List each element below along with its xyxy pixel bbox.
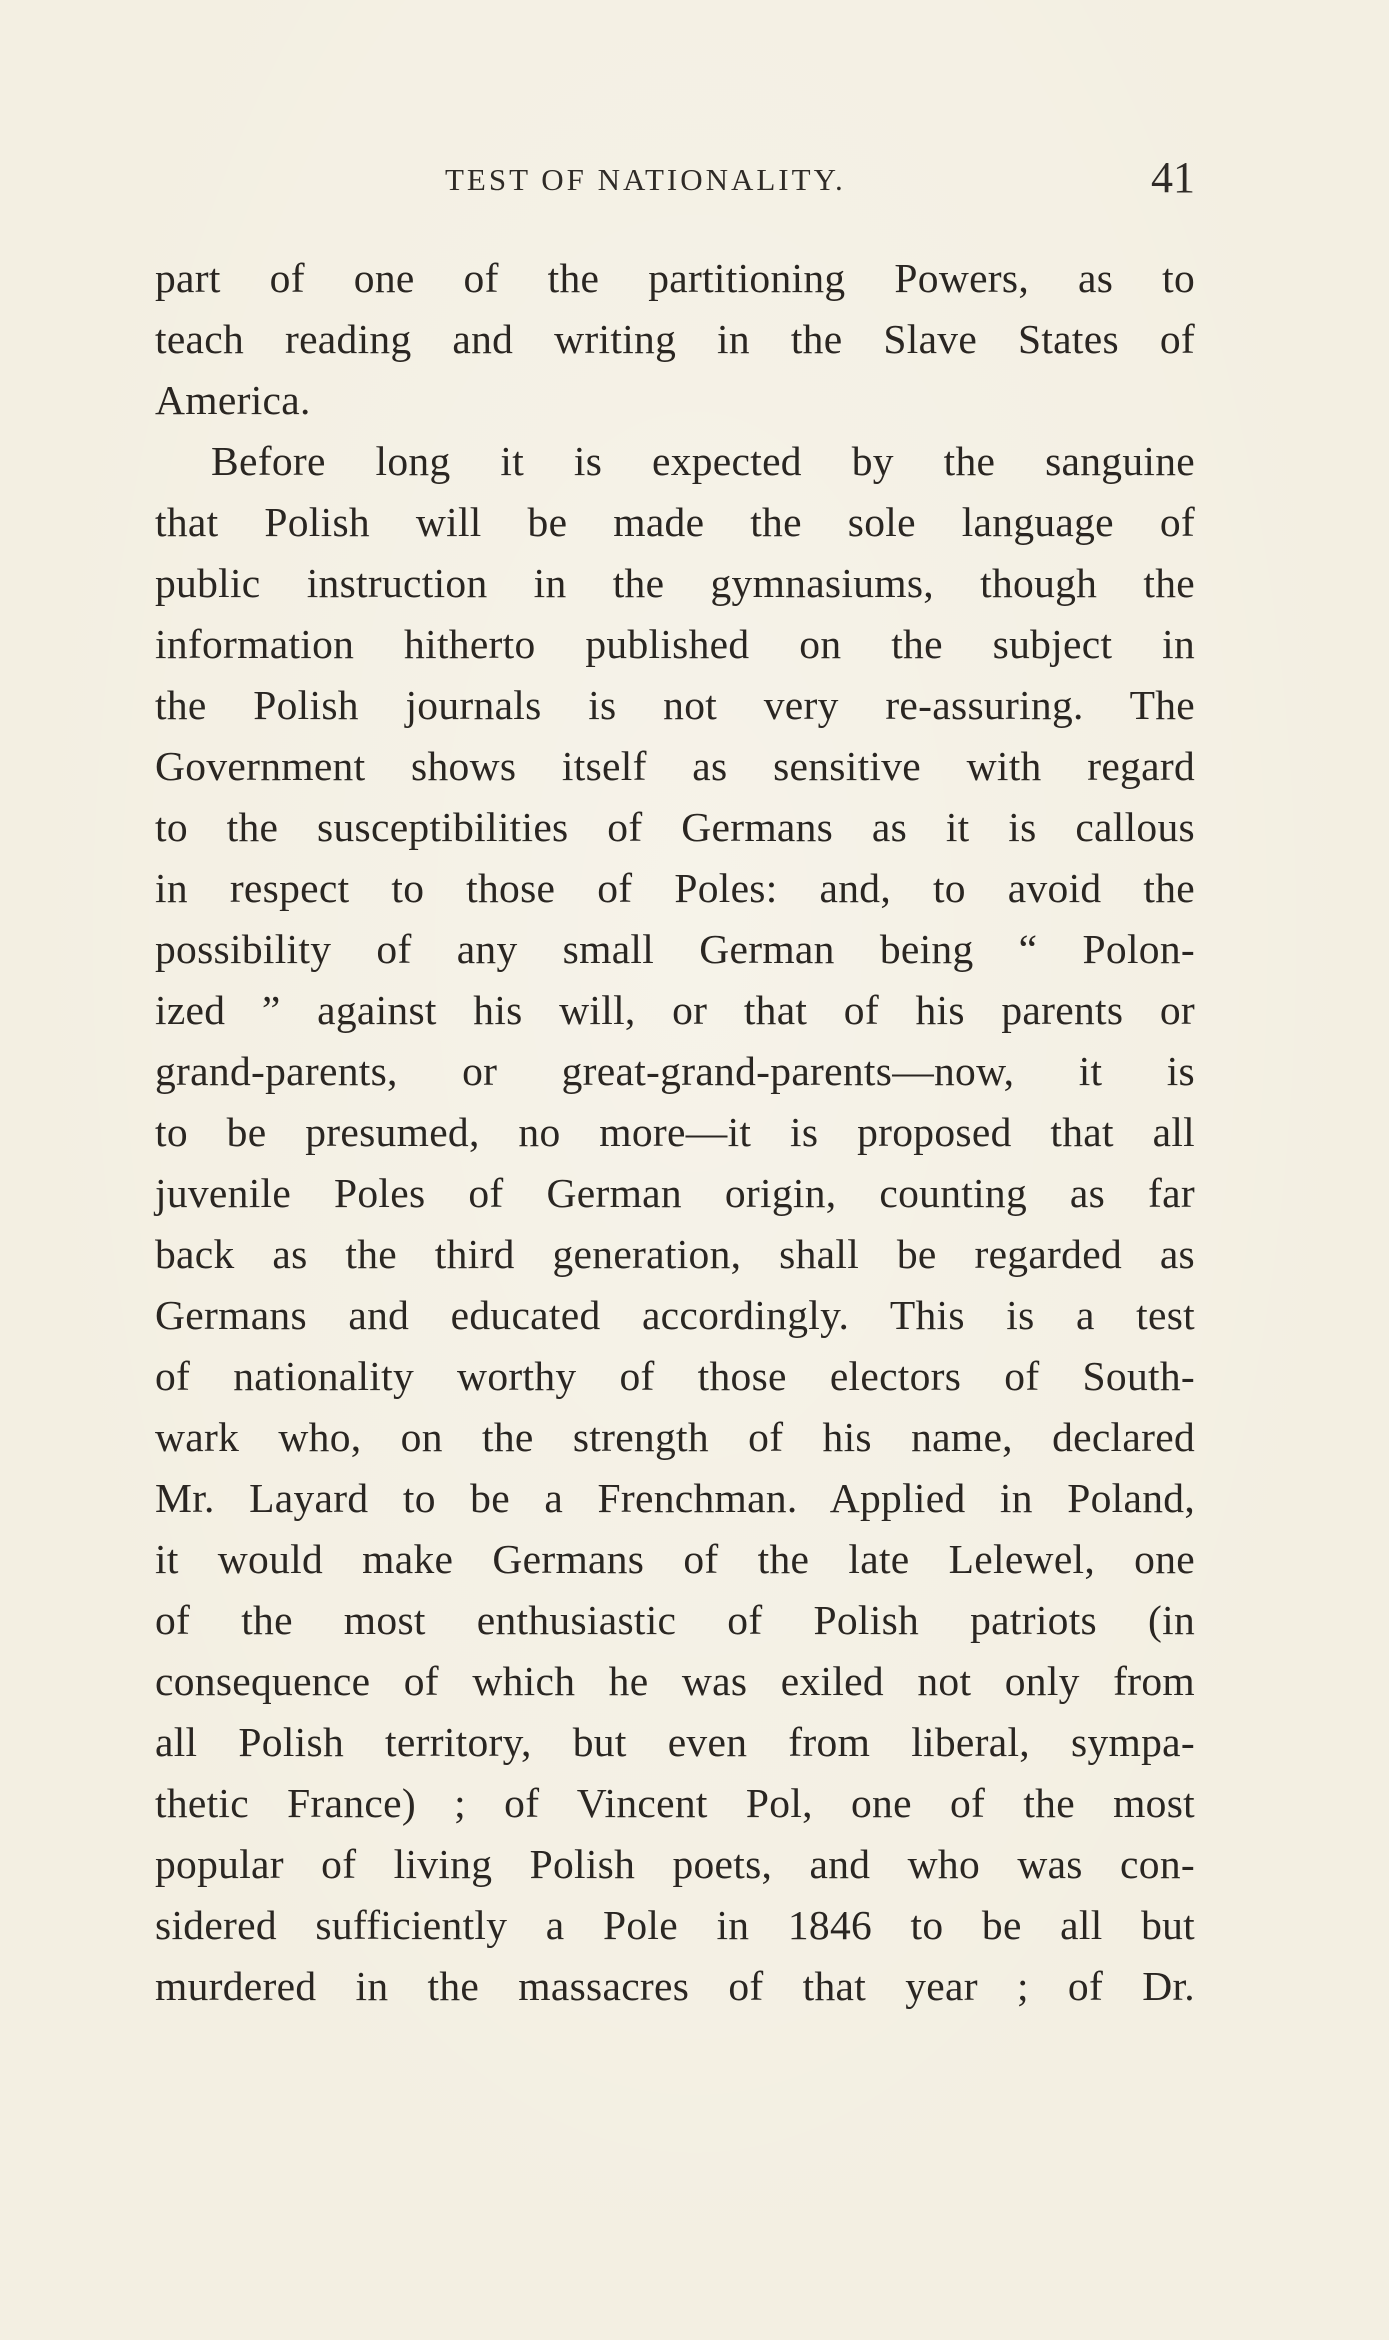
text-line: sidered sufficiently a Pole in 1846 to be all but bbox=[155, 1902, 1195, 1948]
text-line: Germans and educated accordingly. This is a test bbox=[155, 1292, 1195, 1338]
text-line: wark who, on the strength of his name, declared bbox=[155, 1414, 1195, 1460]
text-line: ized ” against his will, or that of his parents or bbox=[155, 987, 1195, 1033]
text-line: Before long it is expected by the sanguine bbox=[211, 438, 1195, 484]
running-title: TEST OF NATIONALITY. bbox=[445, 162, 846, 197]
text-line: America. bbox=[155, 377, 311, 423]
text-line: consequence of which he was exiled not only from bbox=[155, 1658, 1195, 1704]
text-line: of nationality worthy of those electors of South- bbox=[155, 1353, 1195, 1399]
text-line: Government shows itself as sensitive with regard bbox=[155, 743, 1195, 789]
running-head bbox=[155, 152, 1195, 202]
text-line: possibility of any small German being “ Polon- bbox=[155, 926, 1195, 972]
text-line: part of one of the partitioning Powers, as to bbox=[155, 255, 1195, 301]
text-line: popular of living Polish poets, and who was con- bbox=[155, 1841, 1195, 1887]
text-line: in respect to those of Poles: and, to avoid the bbox=[155, 865, 1195, 911]
text-line: that Polish will be made the sole language of bbox=[155, 499, 1195, 545]
text-line: grand-parents, or great-grand-parents—now, it is bbox=[155, 1048, 1195, 1094]
text-line: juvenile Poles of German origin, counting as far bbox=[155, 1170, 1195, 1216]
text-line: it would make Germans of the late Lelewel, one bbox=[155, 1536, 1195, 1582]
text-line: public instruction in the gymnasiums, though the bbox=[155, 560, 1195, 606]
text-line: teach reading and writing in the Slave States of bbox=[155, 316, 1195, 362]
text-line: murdered in the massacres of that year ; of Dr. bbox=[155, 1963, 1195, 2009]
text-line: to be presumed, no more—it is proposed that all bbox=[155, 1109, 1195, 1155]
page-number: 41 bbox=[1151, 153, 1195, 202]
text-line: Mr. Layard to be a Frenchman. Applied in Poland, bbox=[155, 1475, 1195, 1521]
text-line: information hitherto published on the subject in bbox=[155, 621, 1195, 667]
text-line: thetic France) ; of Vincent Pol, one of the most bbox=[155, 1780, 1195, 1826]
text-line: the Polish journals is not very re-assuring. The bbox=[155, 682, 1195, 728]
body-text bbox=[155, 248, 1195, 2017]
text-line: back as the third generation, shall be regarded as bbox=[155, 1231, 1195, 1277]
text-line: of the most enthusiastic of Polish patriots (in bbox=[155, 1597, 1195, 1643]
text-line: to the susceptibilities of Germans as it is callous bbox=[155, 804, 1195, 850]
text-line: all Polish territory, but even from liberal, sympa- bbox=[155, 1719, 1195, 1765]
